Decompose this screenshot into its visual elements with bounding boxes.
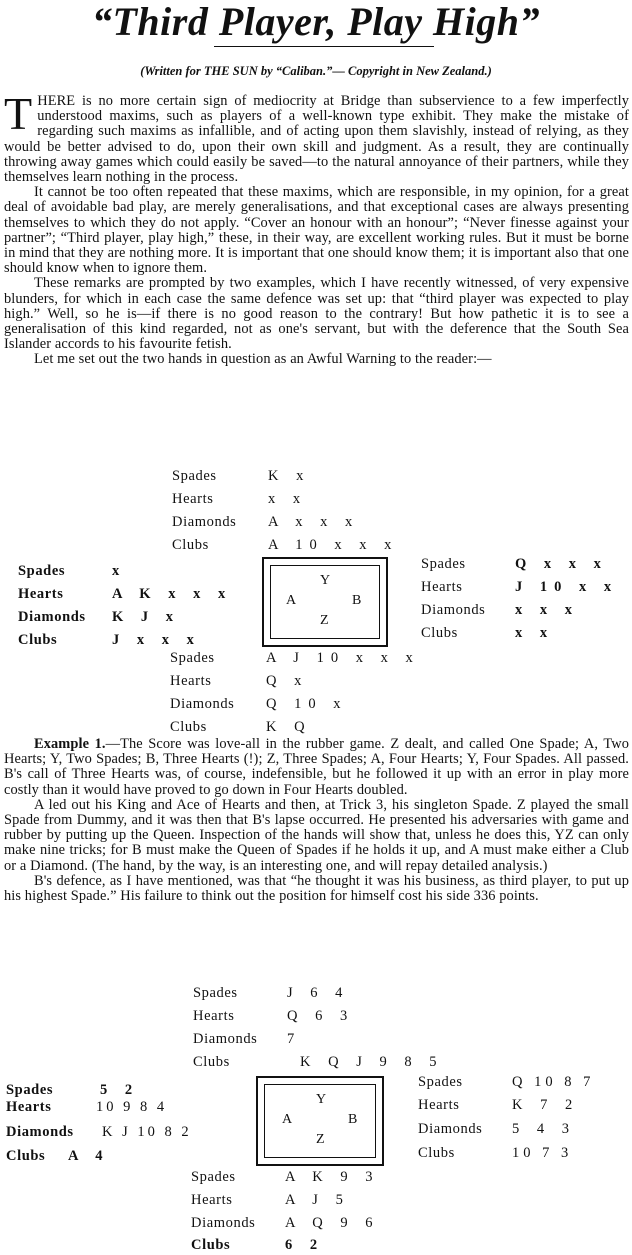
deal2-north-spades: J 6 4 [287,985,350,1001]
deal2-east-clubs: 10 7 3 [512,1145,573,1161]
deal2-south-spades: A K 9 3 [285,1169,380,1185]
article-body-example-1 [4,737,629,904]
deal1-north-diamonds: A x x x [268,514,360,530]
deal2-north-hearts: Q 6 3 [287,1008,355,1024]
deal2-table [256,1076,384,1166]
deal2-south-hearts: A J 5 [285,1192,350,1208]
deal1-east-hearts: J 10 x x [515,579,619,595]
deal2-east-hearts: K 7 2 [512,1097,580,1113]
deal1-west-spades: x [112,563,127,579]
deal2-west-hearts: 10 9 8 4 [96,1099,168,1115]
deal2-south-hearts-label: Hearts [191,1192,233,1208]
deal2-west-clubs: A 4 [68,1148,110,1164]
paragraph: A led out his King and Ace of Hearts and then, at Trick 3, his singleton Spade. Z played the small Spade from Dummy, and it was then that B's lapse occurred. He presented his adversaries with game and rubber by putting up the Queen. Inspection of the hands will show that, unless he does this, YZ can only make nine tricks; for B must make the Queen of Spades if he holds it up, and A must make either a Club or a Diamond. (The hand, by the way, is an interesting one, and will repay detailed analysis.) [4,796,629,874]
deal1-south-spades-label: Spades [170,650,215,666]
seat-west: A [286,593,297,608]
deal1-north-spades: K x [268,468,311,484]
seat-north: Y [316,1092,327,1107]
deal2-west-diamonds-label: Diamonds [6,1124,74,1140]
deal1-east-clubs-label: Clubs [421,625,458,641]
deal1-east-clubs: x x [515,625,555,641]
deal2-north-clubs: K Q J 9 8 5 [300,1054,444,1070]
deal2-north-clubs-label: Clubs [193,1054,230,1070]
deal1-east-diamonds-label: Diamonds [421,602,486,618]
deal1-south-hearts-label: Hearts [170,673,212,689]
example-1-heading: Example 1. [34,736,106,752]
byline: (Written for THE SUN by “Caliban.”— Copyright in New Zealand.) [140,64,492,78]
seat-east: B [352,593,362,608]
deal1-west-diamonds-label: Diamonds [18,609,86,625]
title-rule [214,46,434,47]
deal2-east-hearts-label: Hearts [418,1097,460,1113]
deal2-east-spades-label: Spades [418,1074,463,1090]
article-body-intro [4,88,629,368]
deal1-south-spades: A J 10 x x x [266,650,420,666]
paragraph: Let me set out the two hands in question as an Awful Warning to the reader:— [34,351,492,368]
deal1-north-hearts-label: Hearts [172,491,214,507]
deal2-east-clubs-label: Clubs [418,1145,455,1161]
deal1-west-clubs: J x x x [112,632,201,648]
deal1-west-diamonds: K J x [112,609,181,625]
deal1-south-clubs-label: Clubs [170,719,207,735]
paragraph: B's defence, as I have mentioned, was that “he thought it was his business, as third player, to put up his highest Spade.” His failure to think out the position for himself cost his side 336 points. [4,872,629,905]
paragraph: Example 1.—The Score was love-all in the rubber game. Z dealt, and called One Spade; A, Two Hearts; Y, Two Spades; B, Three Hearts (!); Z, Three Spades; A, Four Hearts; Y, Four Spades. All passed. B's call of Three Hearts was, of course, indefensible, but he followed it up with an error in play more costly than it would have proved to go down in Four Hearts doubled. [4,736,629,798]
deal2-west-spades: 5 2 [100,1082,140,1098]
deal1-west-hearts: A K x x x [112,586,233,602]
deal2-south-clubs: 6 2 [285,1237,325,1253]
deal1-east-spades: Q x x x [515,556,608,572]
deal2-east-diamonds-label: Diamonds [418,1121,483,1137]
deal2-west-clubs-label: Clubs [6,1148,46,1164]
deal1-south-diamonds-label: Diamonds [170,696,235,712]
paragraph: THERE is no more certain sign of mediocrity at Bridge than subservience to a few imperfectly understood maxims, such as players of a well-known type exhibit. They make the mistake of regarding such maxims as infallible, and of acting upon them slavishly, instead of relying, as they would be better advised to do, upon their own skill and judgment. As a result, they are continually throwing away games which could easily be saved—to the natural annoyance of their partners, while they themselves learn nothing in the process. [4,88,629,186]
deal1-west-hearts-label: Hearts [18,586,64,602]
paragraph: It cannot be too often repeated that these maxims, which are responsible, in my opinion, for a great deal of avoidable bad play, are merely generalisations, and that exceptional cases are always presenting themselves to which they do not apply. “Cover an honour with an honour”; “Never finesse against your partner”; “Third player, play high,” these, in their way, are excellent working rules. But it must be borne in mind that they are nothing more. It is important that one should know them; it is important also that one should know when to ignore them. [4,184,629,277]
deal1-east-diamonds: x x x [515,602,579,618]
deal1-south-hearts: Q x [266,673,309,689]
deal2-south-spades-label: Spades [191,1169,236,1185]
deal2-west-spades-label: Spades [6,1082,54,1098]
deal2-south-diamonds-label: Diamonds [191,1215,256,1231]
seat-north: Y [320,573,331,588]
seat-south: Z [316,1132,325,1147]
deal2-north-diamonds-label: Diamonds [193,1031,258,1047]
deal2-south-diamonds: A Q 9 6 [285,1215,380,1231]
deal2-north-diamonds: 7 [287,1031,302,1047]
paragraph: These remarks are prompted by two examples, which I have recently witnessed, of very expensive blunders, for which in each case the same defence was set up: that “third player was expected to play high.” Well, so he is—if there is no good reason to the contrary! But how pathetic it is to see a generalisation of this kind regarded, not as one's servant, but with the deference that the South Sea Islander accords to his favourite fetish. [4,275,629,353]
deal1-north-hearts: x x [268,491,308,507]
deal1-west-clubs-label: Clubs [18,632,58,648]
article-title: “Third Player, Play High” [91,0,541,44]
deal2-north-spades-label: Spades [193,985,238,1001]
deal1-west-spades-label: Spades [18,563,66,579]
deal1-north-diamonds-label: Diamonds [172,514,237,530]
seat-west: A [282,1112,293,1127]
deal1-table [262,557,388,647]
deal1-south-clubs: K Q [266,719,312,735]
deal2-west-diamonds: K J 10 8 2 [102,1124,192,1140]
seat-south: Z [320,613,329,628]
deal2-east-diamonds: 5 4 3 [512,1121,576,1137]
deal2-north-hearts-label: Hearts [193,1008,235,1024]
deal1-north-clubs-label: Clubs [172,537,209,553]
deal2-south-clubs-label: Clubs [191,1237,231,1253]
deal1-east-hearts-label: Hearts [421,579,463,595]
deal1-north-spades-label: Spades [172,468,217,484]
deal1-south-diamonds: Q 10 x [266,696,348,712]
deal1-north-clubs: A 10 x x x [268,537,399,553]
deal2-east-spades: Q 10 8 7 [512,1074,595,1090]
deal1-east-spades-label: Spades [421,556,466,572]
deal2-west-hearts-label: Hearts [6,1099,52,1115]
seat-east: B [348,1112,358,1127]
